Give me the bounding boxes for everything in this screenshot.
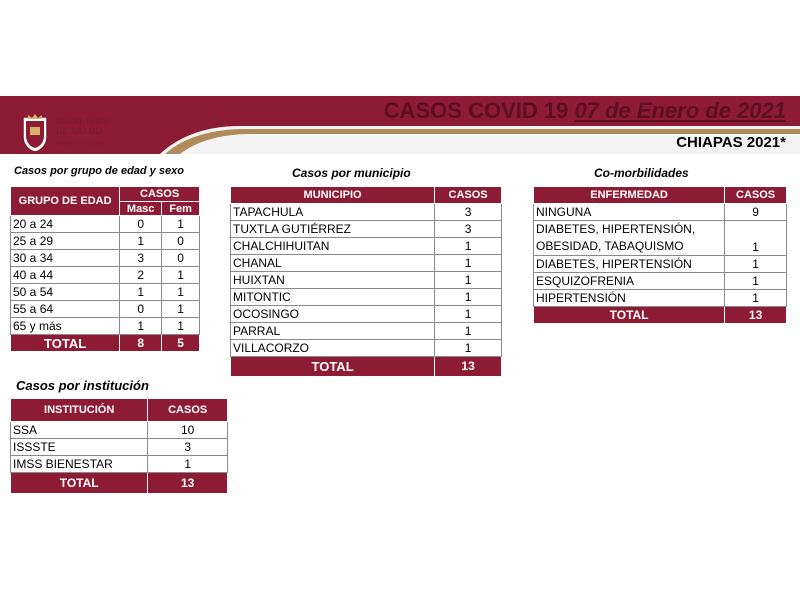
municipio-section-title: Casos por municipio [292,166,411,180]
edad-col-grupo: GRUPO DE EDAD [11,187,120,216]
table-row [231,255,502,272]
table-row [231,323,502,340]
edad-masc: 0 [120,301,162,318]
edad-col-casos: CASOS [120,187,200,202]
municipio-casos: 1 [435,306,502,323]
municipio-nombre: TAPACHULA [231,204,435,221]
municipio-col-nombre: MUNICIPIO [231,187,435,204]
municipio-nombre: OCOSINGO [231,306,435,323]
table-row [11,284,200,301]
comorb-table [533,186,787,324]
table-row [11,439,228,456]
municipio-nombre: CHANAL [231,255,435,272]
edad-masc: 1 [120,233,162,250]
comorb-nombre: DIABETES, HIPERTENSIÓN [534,256,725,273]
municipio-casos: 1 [435,340,502,357]
edad-grupo: 40 a 44 [11,267,120,284]
institucion-total: 13 [148,473,228,494]
municipio-total-row [231,357,502,377]
coat-of-arms-icon [20,113,50,153]
municipio-table [230,186,502,377]
edad-fem: 0 [162,233,200,250]
edad-fem: 1 [162,318,200,335]
table-row [11,301,200,318]
comorb-nombre: NINGUNA [534,204,725,221]
edad-masc: 0 [120,216,162,233]
edad-fem: 1 [162,267,200,284]
table-row [231,289,502,306]
page-title [384,98,786,124]
municipio-nombre: MITONTIC [231,289,435,306]
municipio-casos: 1 [435,323,502,340]
institucion-nombre: SSA [11,422,148,439]
municipio-casos: 1 [435,272,502,289]
edad-grupo: 65 y más [11,318,120,335]
comorb-nombre: DIABETES, HIPERTENSIÓN, OBESIDAD, TABAQUISMO [534,221,725,256]
institucion-col-casos: CASOS [148,399,228,422]
institucion-total-label: TOTAL [11,473,148,494]
institucion-total-row [11,473,228,494]
table-row [11,250,200,267]
edad-grupo: 25 a 29 [11,233,120,250]
institucion-casos: 3 [148,439,228,456]
table-row [534,273,787,290]
edad-masc: 2 [120,267,162,284]
edad-total-fem: 5 [162,335,200,352]
table-row [231,221,502,238]
edad-grupo: 20 a 24 [11,216,120,233]
edad-total-masc: 8 [120,335,162,352]
comorb-section-title: Co-morbilidades [594,166,689,180]
table-row [534,204,787,221]
edad-total-label: TOTAL [11,335,120,352]
page-subtitle: CHIAPAS 2021* [676,134,786,151]
municipio-casos: 1 [435,289,502,306]
table-row [534,221,787,256]
institucion-casos: 10 [148,422,228,439]
institucion-casos: 1 [148,456,228,473]
comorb-total: 13 [725,307,787,324]
edad-table [10,186,200,352]
edad-fem: 0 [162,250,200,267]
edad-col-masc: Masc [120,202,162,216]
edad-grupo: 50 a 54 [11,284,120,301]
municipio-total: 13 [435,357,502,377]
title-prefix: CASOS COVID 19 [383,98,575,123]
edad-fem: 1 [162,301,200,318]
edad-total-row [11,335,200,352]
table-row [11,422,228,439]
table-row [534,290,787,307]
table-row [231,272,502,289]
table-row [11,216,200,233]
municipio-casos: 3 [435,204,502,221]
title-date: 07 de Enero de 2021 [574,98,786,123]
comorb-casos: 1 [725,290,787,307]
edad-masc: 1 [120,318,162,335]
municipio-nombre: PARRAL [231,323,435,340]
table-row [534,256,787,273]
table-row [231,238,502,255]
edad-grupo: 55 a 64 [11,301,120,318]
institucion-table [10,398,228,494]
institucion-nombre: ISSSTE [11,439,148,456]
table-row [231,306,502,323]
municipio-casos: 1 [435,255,502,272]
edad-fem: 1 [162,284,200,301]
comorb-col-casos: CASOS [725,187,787,204]
table-row [231,340,502,357]
institucion-nombre: IMSS BIENESTAR [11,456,148,473]
municipio-nombre: TUXTLA GUTIÉRREZ [231,221,435,238]
municipio-nombre: HUIXTAN [231,272,435,289]
secretaria-logo [20,113,140,155]
municipio-nombre: VILLACORZO [231,340,435,357]
comorb-nombre: ESQUIZOFRENIA [534,273,725,290]
table-row [11,267,200,284]
institucion-section-title: Casos por institución [16,378,149,393]
institucion-col-nombre: INSTITUCIÓN [11,399,148,422]
logo-line2: DE SALUD [56,126,103,136]
table-row [11,456,228,473]
municipio-total-label: TOTAL [231,357,435,377]
comorb-nombre: HIPERTENSIÓN [534,290,725,307]
comorb-casos: 9 [725,204,787,221]
edad-masc: 3 [120,250,162,267]
edad-grupo: 30 a 34 [11,250,120,267]
comorb-casos: 1 [725,256,787,273]
municipio-col-casos: CASOS [435,187,502,204]
logo-line1: SECRETARÍA [56,117,110,126]
comorb-total-label: TOTAL [534,307,725,324]
edad-section-title: Casos por grupo de edad y sexo [14,165,184,177]
comorb-casos: 1 [725,273,787,290]
comorb-total-row [534,307,787,324]
comorb-casos: 1 [725,221,787,256]
logo-line3: GOBIERNO DE CHIAPAS [56,141,107,146]
table-row [11,318,200,335]
municipio-nombre: CHALCHIHUITAN [231,238,435,255]
comorb-col-enfermedad: ENFERMEDAD [534,187,725,204]
table-row [231,204,502,221]
municipio-casos: 1 [435,238,502,255]
edad-masc: 1 [120,284,162,301]
edad-col-fem: Fem [162,202,200,216]
table-row [11,233,200,250]
edad-fem: 1 [162,216,200,233]
municipio-casos: 3 [435,221,502,238]
